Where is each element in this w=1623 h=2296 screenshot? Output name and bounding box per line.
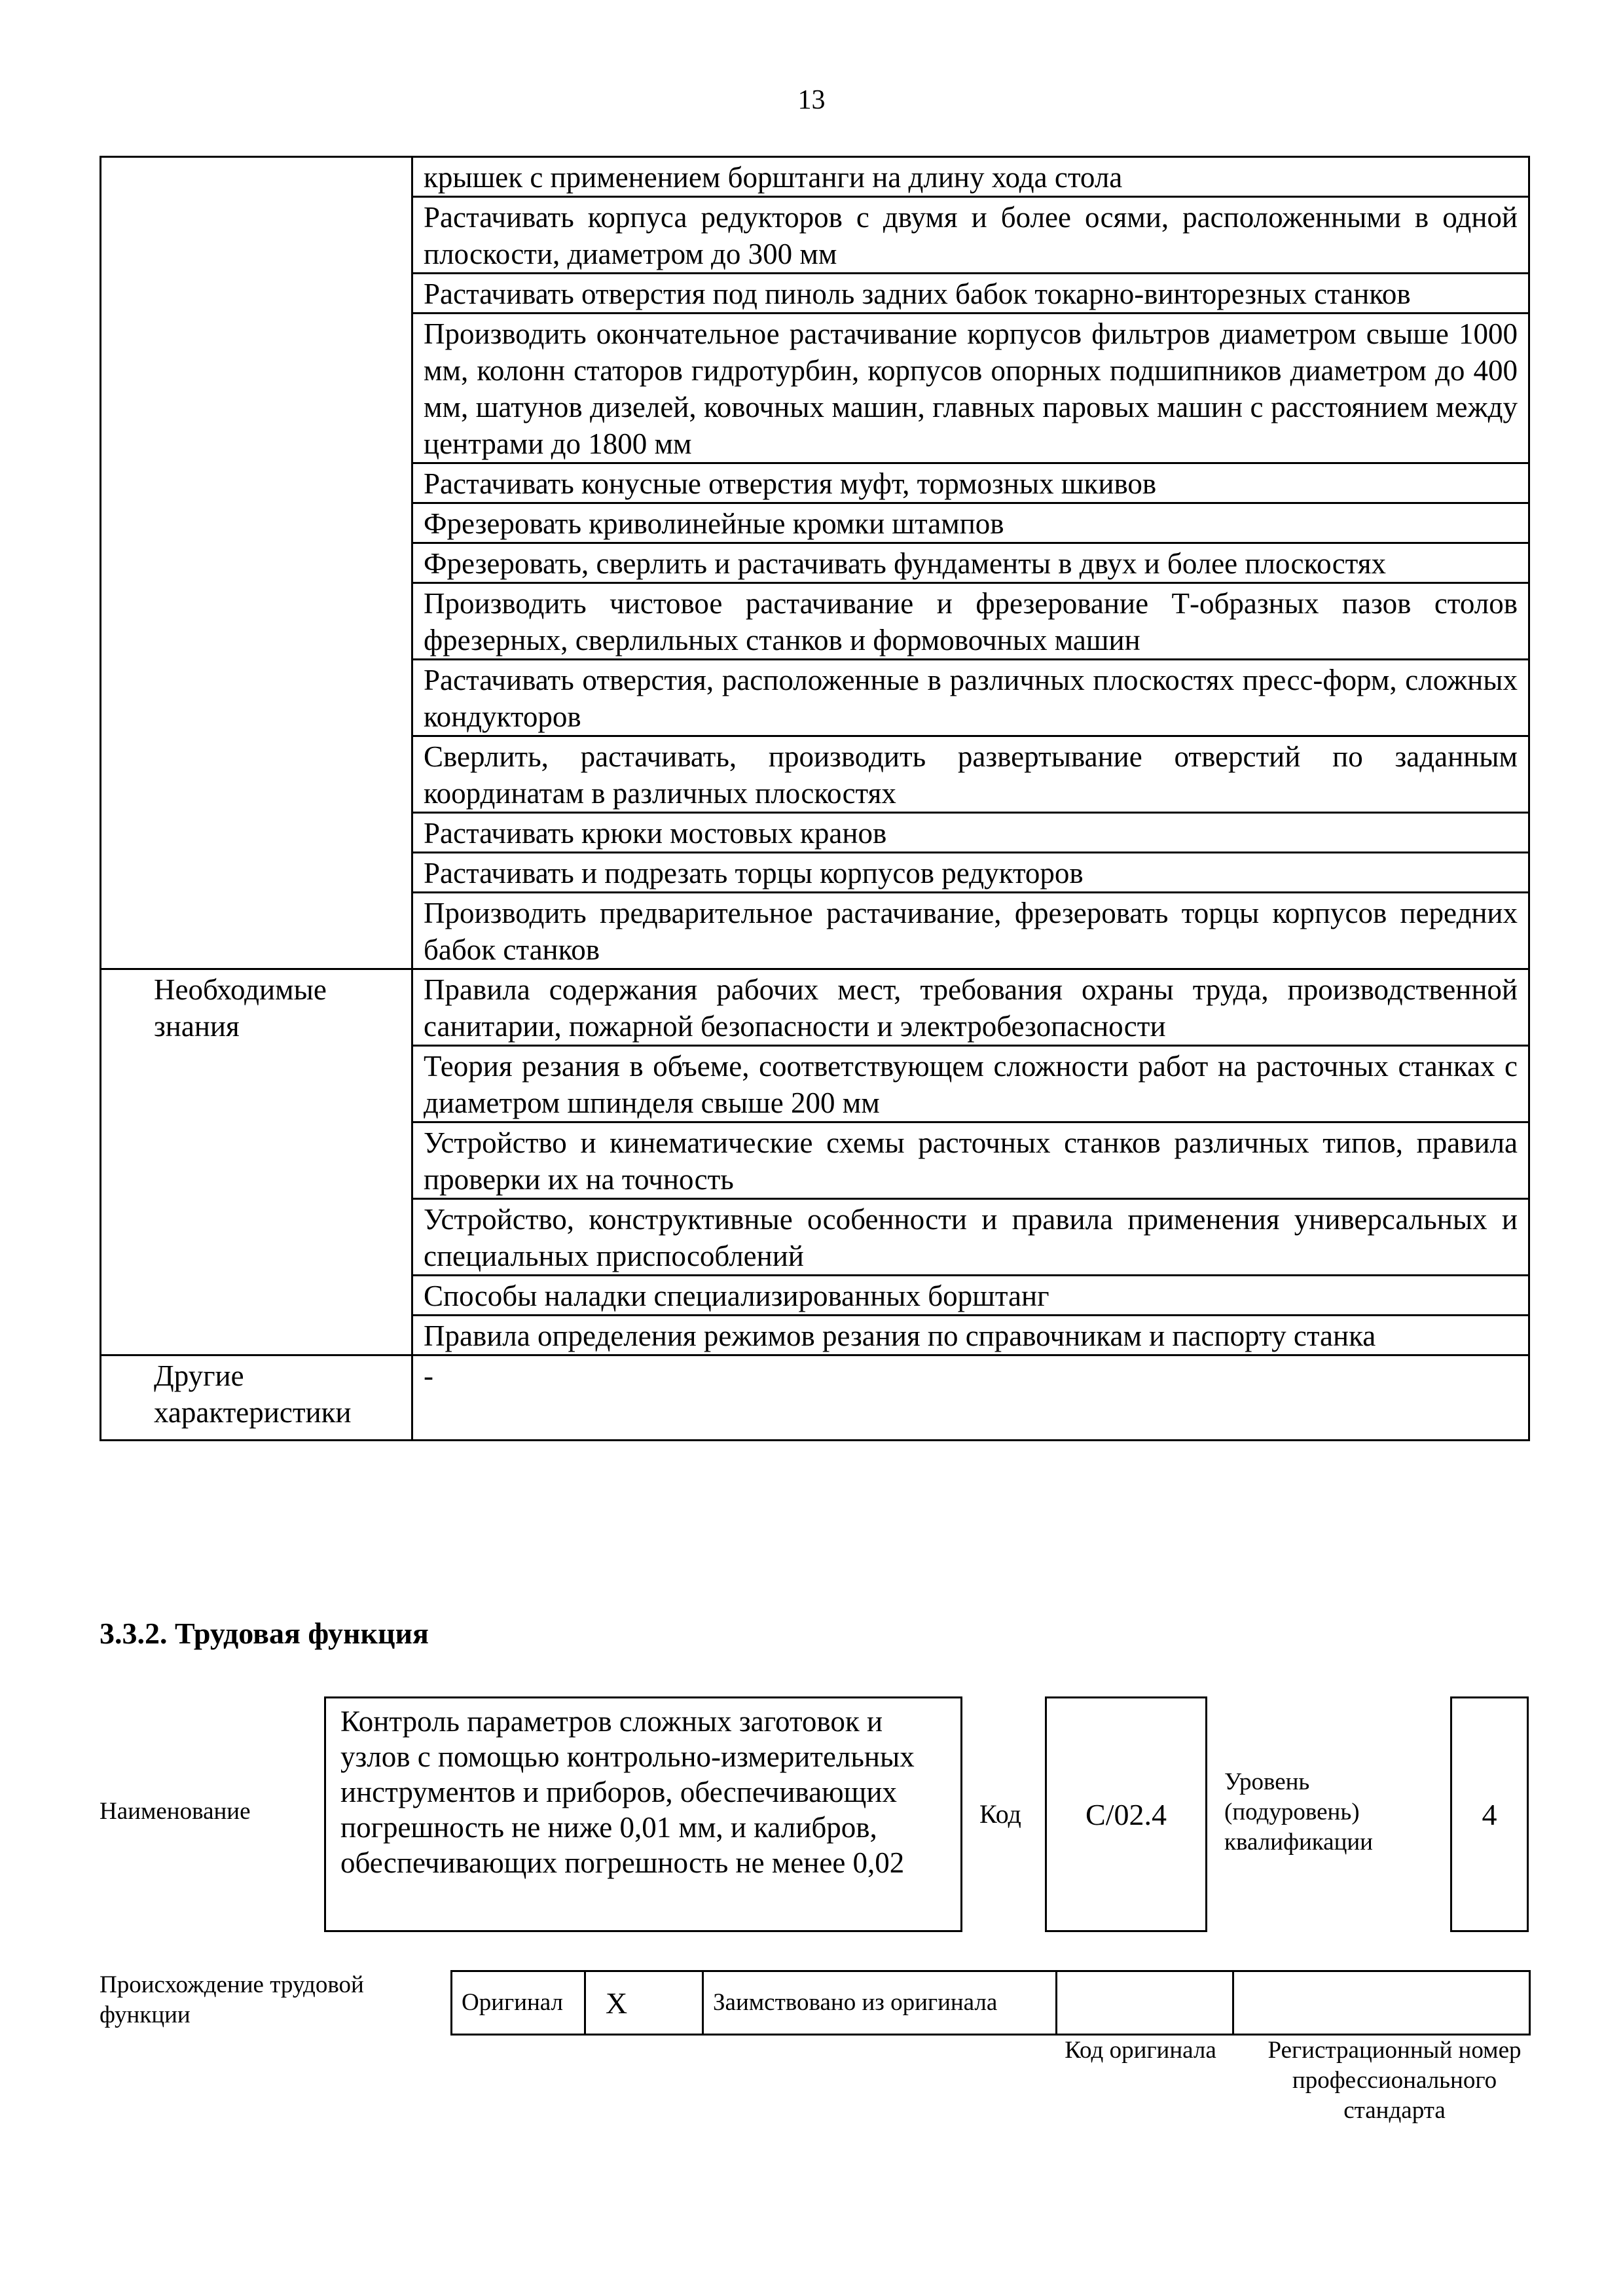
qualification-level-value: 4 — [1482, 1797, 1497, 1831]
row-label-other-characteristics: Другие характеристики — [101, 1355, 412, 1441]
borrowed-label: Заимствовано из оригинала — [703, 1971, 1057, 2035]
row-label-required-knowledge: Необходимые знания — [101, 969, 412, 1355]
original-mark: X — [585, 1971, 703, 2035]
registration-number-caption: Регистрационный номер профессионального стандарта — [1267, 2037, 1522, 2124]
table-cell: Способы наладки специализированных борштанг — [412, 1276, 1529, 1316]
code-value: C/02.4 — [1085, 1797, 1167, 1831]
table-cell: Сверлить, растачивать, производить развертывание отверстий по заданным координатам в различных плоскостях — [412, 736, 1529, 813]
table-cell: Теория резания в объеме, соответствующем сложности работ на расточных станках с диаметром шпинделя свыше 200 мм — [412, 1046, 1529, 1122]
qualification-level-box — [1450, 1696, 1529, 1932]
table-cell: Устройство и кинематические схемы расточных станков различных типов, правила проверки их на точность — [412, 1122, 1529, 1199]
table-cell: Производить окончательное растачивание корпусов фильтров диаметром свыше 1000 мм, колонн статоров гидротурбин, корпусов опорных подшипников диаметром до 400 мм, шатунов дизелей, ковочных машин, главных паровых машин с расстоянием между центрами до 1800 мм — [412, 314, 1529, 463]
table-cell: Растачивать конусные отверстия муфт, тормозных шкивов — [412, 463, 1529, 503]
original-label: Оригинал — [452, 1971, 585, 2035]
table-cell: Растачивать корпуса редукторов с двумя и более осями, расположенными в одной плоскости, диаметром до 300 мм — [412, 197, 1529, 274]
table-cell: Устройство, конструктивные особенности и правила применения универсальных и специальных приспособлений — [412, 1199, 1529, 1276]
origin-table — [450, 1970, 1531, 2036]
row-label — [101, 157, 412, 969]
table-cell: Растачивать отверстия под пиноль задних бабок токарно-винторезных станков — [412, 274, 1529, 314]
table-cell: Фрезеровать, сверлить и растачивать фундаменты в двух и более плоскостях — [412, 543, 1529, 583]
table-cell: - — [412, 1355, 1529, 1441]
table-row — [452, 1971, 1530, 2035]
original-code-caption: Код оригинала — [1065, 2037, 1216, 2064]
table-cell: Растачивать крюки мостовых кранов — [412, 813, 1529, 853]
function-name-box: Контроль параметров сложных заготовок и узлов с помощью контрольно-измерительных инструментов и приборов, обеспечивающих погрешность не ниже 0,01 мм, и калибров, обеспечивающих погрешность не менее 0,02 — [324, 1696, 962, 1932]
table-row — [101, 1355, 1529, 1441]
qualification-level-label: Уровень (подуровень) квалификации — [1224, 1768, 1373, 1856]
table-cell: Производить предварительное растачивание, фрезеровать торцы корпусов передних бабок станков — [412, 893, 1529, 969]
registration-number-cell — [1233, 1971, 1530, 2035]
job-function-table — [100, 156, 1530, 1441]
table-cell: крышек с применением борштанги на длину хода стола — [412, 157, 1529, 197]
code-label: Код — [979, 1799, 1021, 1829]
original-code-cell — [1057, 1971, 1233, 2035]
page-number: 13 — [797, 85, 826, 115]
name-label: Наименование — [100, 1798, 251, 1825]
table-row — [101, 969, 1529, 1046]
table-cell: Правила содержания рабочих мест, требования охраны труда, производственной санитарии, пожарной безопасности и электробезопасности — [412, 969, 1529, 1046]
code-box — [1045, 1696, 1207, 1932]
table-cell: Фрезеровать криволинейные кромки штампов — [412, 503, 1529, 543]
table-cell: Правила определения режимов резания по справочникам и паспорту станка — [412, 1316, 1529, 1355]
table-cell: Производить чистовое растачивание и фрезерование Т-образных пазов столов фрезерных, сверлильных станков и формовочных машин — [412, 583, 1529, 660]
origin-label: Происхождение трудовой функции — [100, 1971, 364, 2028]
table-cell: Растачивать отверстия, расположенные в различных плоскостях пресс-форм, сложных кондукторов — [412, 660, 1529, 736]
table-row — [101, 157, 1529, 197]
section-heading: 3.3.2. Трудовая функция — [100, 1617, 429, 1650]
table-cell: Растачивать и подрезать торцы корпусов редукторов — [412, 853, 1529, 893]
